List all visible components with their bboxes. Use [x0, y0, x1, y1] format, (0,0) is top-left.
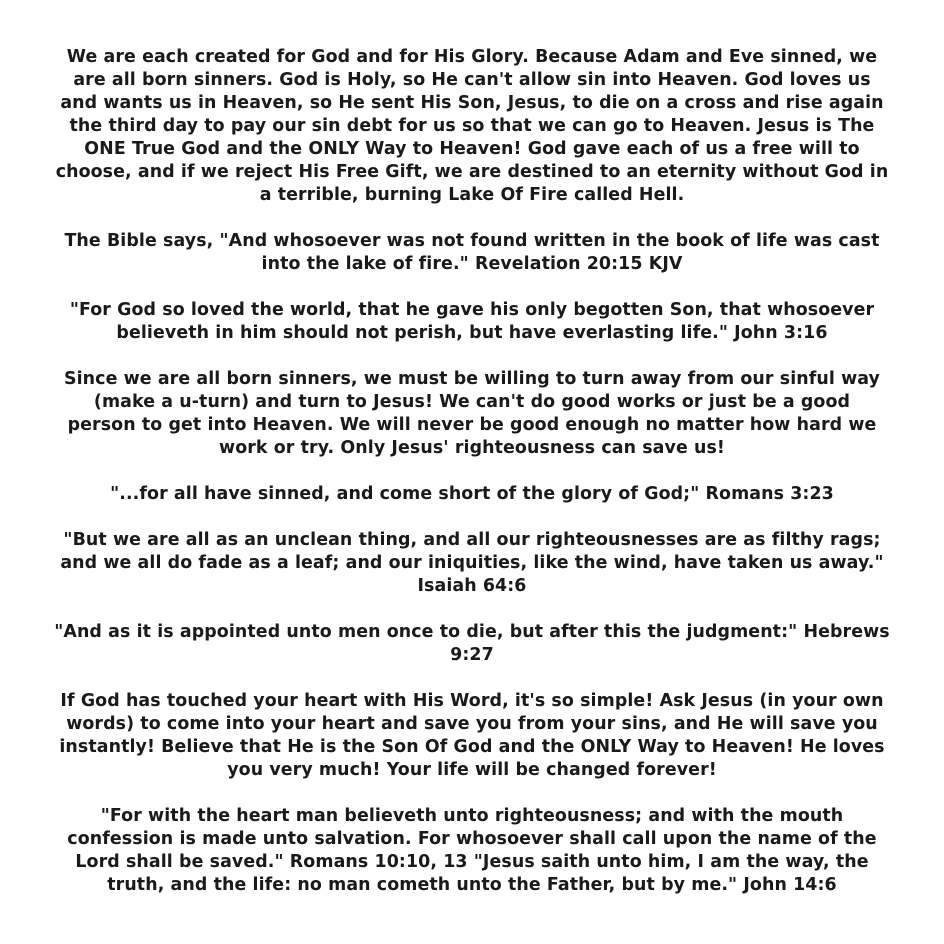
text-line: ONE True God and the ONLY Way to Heaven! God gave each of us a free will to: [84, 139, 860, 159]
text-line: believeth in him should not perish, but have everlasting life." John 3:16: [116, 323, 828, 343]
paragraph-isaiah-quote: [20, 529, 924, 598]
paragraph-born-sinners: [20, 368, 924, 460]
text-line: Isaiah 64:6: [417, 576, 527, 596]
paragraph-john-quote: [20, 299, 924, 345]
paragraph-revelation-quote: [20, 230, 924, 276]
text-line: "For with the heart man believeth unto righteousness; and with the mouth: [100, 806, 844, 826]
text-line: (make a u-turn) and turn to Jesus! We can't do good works or just be a good: [93, 392, 851, 412]
text-line: a terrible, burning Lake Of Fire called Hell.: [259, 185, 685, 205]
paragraph-invitation: [20, 690, 924, 782]
text-line: We are each created for God and for His Glory. Because Adam and Eve sinned, we: [66, 47, 878, 67]
text-line: Lord shall be saved." Romans 10:10, 13 "Jesus saith unto him, I am the way, the: [75, 852, 869, 872]
paragraph-romans-quote: [20, 483, 924, 506]
text-line: 9:27: [450, 645, 494, 665]
paragraph-intro: [20, 46, 924, 207]
text-line: confession is made unto salvation. For whosoever shall call upon the name of the: [67, 829, 877, 849]
text-line: are all born sinners. God is Holy, so He can't allow sin into Heaven. God loves us: [73, 70, 871, 90]
paragraph-closing-quotes: [20, 805, 924, 897]
text-line: work or try. Only Jesus' righteousness can save us!: [219, 438, 725, 458]
text-line: Since we are all born sinners, we must be willing to turn away from our sinful way: [64, 369, 880, 389]
text-line: "For God so loved the world, that he gave his only begotten Son, that whosoever: [69, 300, 875, 320]
text-line: truth, and the life: no man cometh unto the Father, but by me." John 14:6: [107, 875, 837, 895]
text-line: choose, and if we reject His Free Gift, we are destined to an eternity without God in: [55, 162, 889, 182]
paragraph-hebrews-quote: [20, 621, 924, 667]
text-line: and we all do fade as a leaf; and our iniquities, like the wind, have taken us away.": [60, 553, 884, 573]
text-line: you very much! Your life will be changed forever!: [227, 760, 717, 780]
text-line: "But we are all as an unclean thing, and all our righteousnesses are as filthy rags;: [63, 530, 881, 550]
text-line: "And as it is appointed unto men once to die, but after this the judgment:" Hebrews: [54, 622, 890, 642]
text-line: the third day to pay our sin debt for us so that we can go to Heaven. Jesus is The: [69, 116, 875, 136]
text-line: words) to come into your heart and save you from your sins, and He will save you: [66, 714, 878, 734]
text-line: into the lake of fire." Revelation 20:15 KJV: [261, 254, 683, 274]
text-line: If God has touched your heart with His Word, it's so simple! Ask Jesus (in your own: [60, 691, 884, 711]
text-line: person to get into Heaven. We will never be good enough no matter how hard we: [67, 415, 877, 435]
text-line: "...for all have sinned, and come short of the glory of God;" Romans 3:23: [110, 484, 834, 504]
text-line: instantly! Believe that He is the Son Of God and the ONLY Way to Heaven! He loves: [59, 737, 885, 757]
text-line: and wants us in Heaven, so He sent His Son, Jesus, to die on a cross and rise again: [60, 93, 884, 113]
text-line: The Bible says, "And whosoever was not found written in the book of life was cast: [64, 231, 880, 251]
